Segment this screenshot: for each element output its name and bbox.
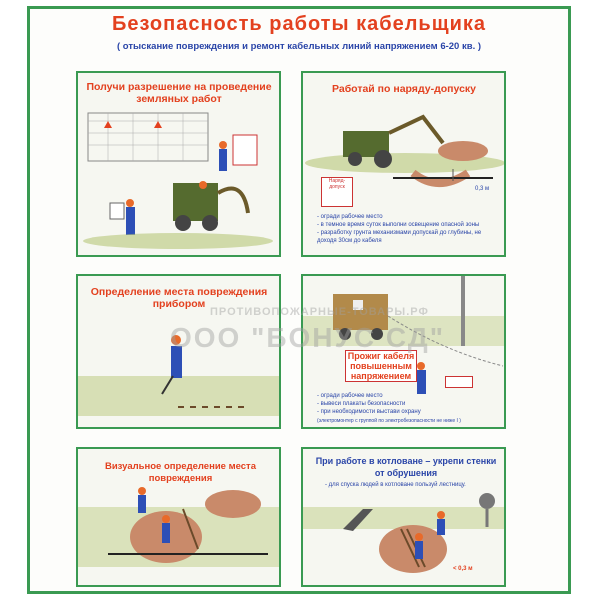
- panel-work-permit-caption: Работай по наряду-допуску: [331, 83, 477, 95]
- panel-permit: [76, 71, 281, 257]
- watermark-line-1: ПРОТИВОПОЖАРНЫЕ-ТОВАРЫ.РФ: [210, 306, 429, 318]
- permit-illustration: [78, 73, 281, 257]
- panel-visual-detection: [76, 447, 281, 587]
- panel-permit-caption: Получи разрешение на проведение земляных работ: [86, 81, 272, 105]
- burn-cable-note-3: - при необходимости выстави охрану: [317, 409, 421, 415]
- burn-cable-note-1: - огради рабочее место: [317, 393, 383, 399]
- panel-work-permit: [301, 71, 506, 257]
- poster-subtitle: ( отыскание повреждения и ремонт кабельных линий напряжением 6-20 кв. ): [116, 41, 482, 52]
- burn-cable-note-2: - вывеси плакаты безопасности: [317, 401, 406, 407]
- trench-depth-label: < 0,3 м: [453, 566, 473, 572]
- panel-burn-cable-caption: Прожиг кабеля повышенным напряжением: [345, 350, 417, 382]
- panel-locate-fault-caption: Определение места повреждения прибором: [90, 286, 268, 310]
- panel-trench-safety: [301, 447, 506, 587]
- panel-visual-detection-caption: Визуальное определение места повреждения: [104, 461, 256, 484]
- poster-title: Безопасность работы кабельщика: [111, 13, 487, 35]
- work-permit-note-3: - разработку грунта механизмами допускай до глубины, не доходя 30см до кабеля: [317, 230, 482, 244]
- work-permit-document: Наряд-допуск: [321, 177, 353, 207]
- panel-trench-safety-caption: При работе в котловане – укрепи стенки от обрушения: [315, 456, 497, 478]
- burn-cable-note-4: (электромонтер с группой по электробезопасности не ниже I ): [317, 418, 461, 424]
- depth-label: 0,3 м: [475, 186, 490, 192]
- trench-safety-illustration: [303, 449, 506, 587]
- trench-safety-note: - для спуска людей в котловане пользуй лестницу.: [325, 482, 466, 488]
- safety-poster: [27, 6, 571, 594]
- watermark-line-2: ООО "БОНУС СД": [170, 322, 446, 353]
- visual-detection-illustration: [78, 449, 281, 587]
- work-permit-note-2: - в темное время суток выполни освещение опасной зоны: [317, 222, 480, 228]
- danger-sign: [445, 376, 473, 388]
- work-permit-note-1: - огради рабочее место: [317, 214, 383, 220]
